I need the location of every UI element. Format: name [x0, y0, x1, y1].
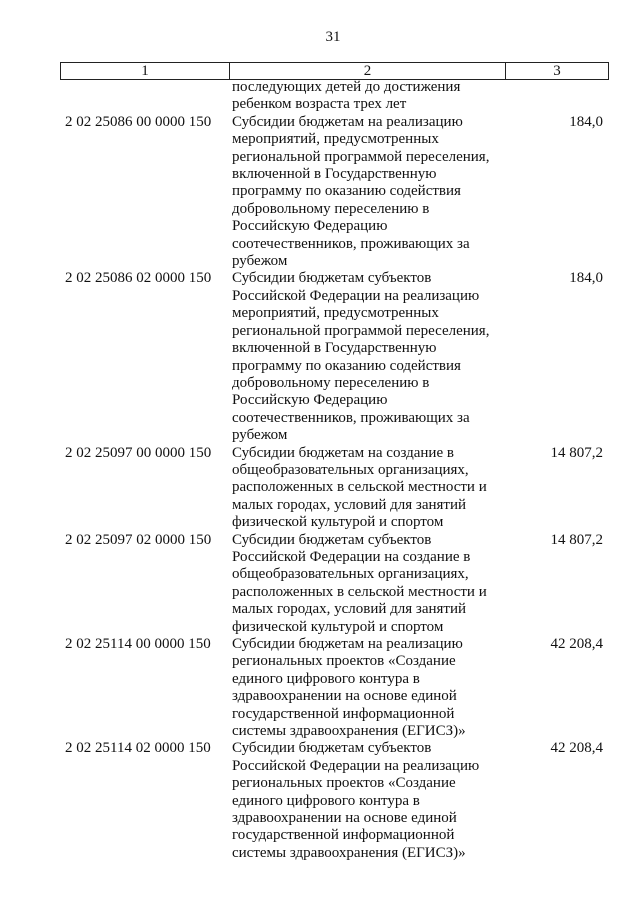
row-description: Субсидии бюджетам субъектов Российской Федерации на реализацию региональных проектов «Создание единого цифрового контура в здравоохранении на основе единой государственной информационной системы здравоохранения (ЕГИСЗ)» [232, 740, 480, 861]
row-description: Субсидии бюджетам субъектов Российской Федерации на реализацию мероприятий, предусмотренных региональной программой переселения, включенной в Государственную программу по оказанию содействия добровольному переселению в Российскую Федерацию соотечественников, проживающих за рубежом [232, 270, 490, 444]
row-code: 2 02 25097 00 0000 150 [65, 444, 212, 461]
table-row [60, 114, 609, 271]
row-code: 2 02 25097 02 0000 150 [65, 531, 212, 548]
table-row [60, 532, 609, 636]
table-row [60, 445, 609, 532]
row-code: 2 02 25114 02 0000 150 [65, 740, 211, 757]
row-amount: 14 807,2 [550, 444, 603, 461]
header-col-3: 3 [553, 63, 561, 79]
row-code: 2 02 25086 00 0000 150 [65, 113, 212, 130]
row-amount: 184,0 [569, 270, 603, 287]
row-amount: 42 208,4 [550, 636, 603, 652]
row-description: Субсидии бюджетам на реализацию мероприятий, предусмотренных региональной программой переселения, включенной в Государственную программу по оказанию содействия добровольному переселению в Российскую Федерацию соотечественников, проживающих за рубежом [232, 113, 490, 270]
table-row [60, 270, 609, 444]
row-amount: 184,0 [569, 113, 603, 130]
row-amount: 14 807,2 [550, 531, 603, 548]
table-body [60, 79, 609, 862]
header-col-2: 2 [230, 63, 506, 79]
table-header [60, 62, 609, 80]
page-number: 31 [325, 29, 341, 45]
row-description: Субсидии бюджетам на создание в общеобразовательных организациях, расположенных в сельской местности и малых городах, условий для занятий физической культурой и спортом [232, 444, 487, 531]
table-row [60, 740, 609, 862]
header-col-1: 1 [61, 63, 230, 79]
row-code: 2 02 25086 02 0000 150 [65, 270, 212, 287]
row-description: Субсидии бюджетам субъектов Российской Федерации на создание в общеобразовательных организациях, расположенных в сельской местности и малых городах, условий для занятий физической культурой и спортом [232, 531, 487, 635]
continuation-text: последующих детей до достижения ребенком возраста трех лет [232, 79, 461, 113]
row-amount: 42 208,4 [550, 740, 603, 757]
row-description: Субсидии бюджетам на реализацию региональных проектов «Создание единого цифрового контура в здравоохранении на основе единой государственной информационной системы здравоохранения (ЕГИСЗ)» [232, 636, 466, 740]
continuation-row [60, 79, 609, 114]
table-row [60, 636, 609, 740]
row-code: 2 02 25114 00 0000 150 [65, 636, 211, 652]
